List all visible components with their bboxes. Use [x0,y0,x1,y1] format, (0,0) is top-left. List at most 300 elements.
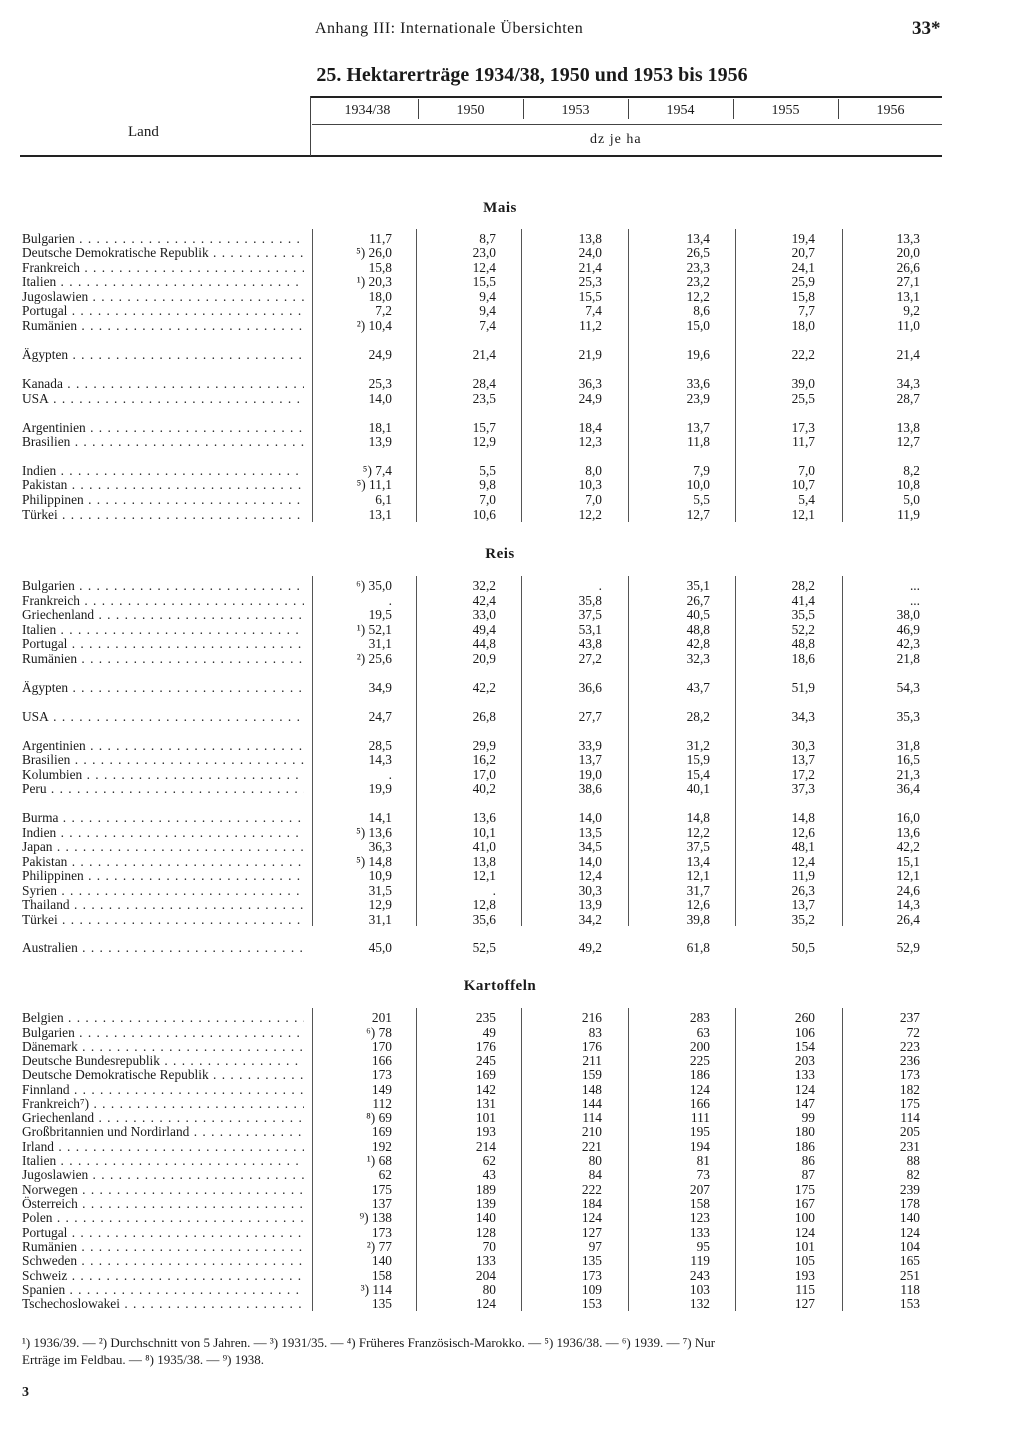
year-header-1934-38: 1934/38 [344,103,391,118]
yield-value: 13,7 [791,752,815,767]
yield-value: 173 [899,1067,920,1082]
yield-value: 192 [371,1139,392,1154]
yield-value: 26,7 [686,593,710,608]
yield-value: 14,0 [578,810,602,825]
table-row [0,1167,1024,1182]
yield-value: 7,7 [798,303,815,318]
country-name: Bulgarien . . . [22,231,304,246]
yield-value: 15,5 [578,289,602,304]
yield-value: 23,9 [686,391,710,406]
yield-value: 169 [475,1067,496,1082]
yield-value: 173 [371,1067,392,1082]
yield-value: 17,3 [791,420,815,435]
yield-value: 207 [689,1182,710,1197]
table-row [0,1153,1024,1168]
yield-value: 12,2 [686,289,710,304]
country-name: Belgien . . . [22,1010,304,1025]
yield-value: 11,2 [579,318,602,333]
table-row [0,1053,1024,1068]
yield-value: 169 [371,1124,392,1139]
yield-value: 175 [794,1182,815,1197]
yield-value: 12,1 [791,507,815,522]
yield-value: 10,1 [472,825,496,840]
country-name: Peru . . . [22,781,304,796]
yield-value: 7,4 [479,318,496,333]
yield-value: 48,8 [686,622,710,637]
year-header-1955: 1955 [771,103,800,118]
country-name: Philippinen . . . [22,492,304,507]
yield-value: 42,3 [896,636,920,651]
yield-value: 243 [689,1268,710,1283]
yield-value: 42,2 [472,680,496,695]
yield-value: 72 [906,1025,920,1040]
yield-value: 184 [581,1196,602,1211]
yield-value: 135 [581,1253,602,1268]
unit-label: dz je ha [590,132,642,147]
yield-value: 61,8 [686,940,710,955]
yield-value: 13,9 [578,897,602,912]
yield-value: ¹) 52,1 [356,622,392,637]
yield-value: 15,5 [472,274,496,289]
yield-value: 9,4 [479,289,496,304]
running-header [0,20,1024,44]
yield-value: 19,5 [368,607,392,622]
yield-value: 13,4 [686,231,710,246]
section-title: Reis [485,546,515,562]
yield-value: 11,7 [369,231,392,246]
table-row [0,622,1024,637]
yield-value: 34,3 [791,709,815,724]
yield-value: 39,0 [791,376,815,391]
country-name: Burma . . . [22,810,304,825]
yield-value: 23,0 [472,245,496,260]
yield-value: 13,7 [578,752,602,767]
yield-value: 12,2 [578,507,602,522]
yield-value: 239 [899,1182,920,1197]
yield-value: 124 [689,1082,710,1097]
yield-value: 231 [899,1139,920,1154]
yield-value: 12,1 [896,868,920,883]
yield-value: 44,8 [472,636,496,651]
yield-value: 225 [689,1053,710,1068]
yield-value: 95 [696,1239,710,1254]
yield-value: 221 [581,1139,602,1154]
header-bottom-rule [20,155,942,157]
country-name: Ägypten . . . [22,347,304,362]
country-name: Polen . . . [22,1210,304,1225]
yield-value: 124 [581,1210,602,1225]
yield-value: 28,7 [896,391,920,406]
yield-value: 13,9 [368,434,392,449]
yield-value: 111 [690,1110,710,1125]
yield-value: 30,3 [578,883,602,898]
country-name: Irland . . . [22,1139,304,1154]
yield-value: 29,9 [472,738,496,753]
year-header-1954: 1954 [666,103,695,118]
yield-value: ... [909,578,920,593]
yield-value: 36,3 [368,839,392,854]
table-row [0,578,1024,593]
yield-value: 159 [581,1067,602,1082]
section-title: Mais [483,200,517,216]
table-row [0,825,1024,840]
yield-value: 31,1 [368,636,392,651]
yield-value: 15,9 [686,752,710,767]
yield-value: 34,9 [368,680,392,695]
yield-value: 35,5 [791,607,815,622]
yield-value: 153 [899,1296,920,1311]
yield-value: 235 [475,1010,496,1025]
country-name: Tschechoslowakei . . . [22,1296,304,1311]
table-row [0,1067,1024,1082]
yield-value: 31,7 [686,883,710,898]
table-row [0,289,1024,304]
yield-value: 11,9 [897,507,920,522]
yield-value: 34,5 [578,839,602,854]
yield-value: 20,0 [896,245,920,260]
yield-value: 211 [582,1053,602,1068]
yield-value: 17,0 [472,767,496,782]
yield-value: 33,9 [578,738,602,753]
yield-value: 18,1 [368,420,392,435]
yield-value: 114 [900,1110,920,1125]
yield-value: 12,6 [791,825,815,840]
year-header-1950: 1950 [456,103,485,118]
yield-value: 21,4 [578,260,602,275]
table-row [0,492,1024,507]
table-row [0,651,1024,666]
yield-value: 24,1 [791,260,815,275]
country-name: Schweiz . . . [22,1268,304,1283]
yield-value: 19,9 [368,781,392,796]
yield-value: 21,8 [896,651,920,666]
running-title: Anhang III: Internationale Übersichten [315,20,584,37]
yield-value: 12,2 [686,825,710,840]
country-name: Brasilien . . . [22,434,304,449]
footnotes [22,1334,952,1368]
yield-value: 73 [696,1167,710,1182]
yield-value: 170 [371,1039,392,1054]
yield-value: 12,3 [578,434,602,449]
table-row [0,1096,1024,1111]
country-name: Philippinen . . . [22,868,304,883]
yield-value: 9,2 [903,303,920,318]
country-name: USA . . . [22,391,304,406]
yield-value: 7,0 [585,492,602,507]
yield-value: 13,1 [368,507,392,522]
yield-value: 37,3 [791,781,815,796]
yield-value: 43,8 [578,636,602,651]
country-name: Spanien . . . [22,1282,304,1297]
yield-value: 33,0 [472,607,496,622]
yield-value: 140 [899,1210,920,1225]
yield-value: 13,6 [472,810,496,825]
yield-value: 7,4 [585,303,602,318]
yield-value: 153 [581,1296,602,1311]
yield-value: 18,0 [368,289,392,304]
yield-value: 28,2 [686,709,710,724]
yield-value: 28,2 [791,578,815,593]
yield-value: 38,0 [896,607,920,622]
page-number: 33* [912,18,941,39]
yield-value: 204 [475,1268,496,1283]
yield-value: 7,2 [375,303,392,318]
table-row [0,738,1024,753]
yield-value: 5,5 [693,492,710,507]
yield-value: 31,2 [686,738,710,753]
country-name: Kolumbien . . . [22,767,304,782]
yield-value: 97 [588,1239,602,1254]
yield-value: 16,2 [472,752,496,767]
yield-value: 10,7 [791,477,815,492]
yield-value: 48,8 [791,636,815,651]
land-column-separator [310,96,311,156]
yield-value: 14,3 [896,897,920,912]
table-row [0,897,1024,912]
yield-value: 158 [371,1268,392,1283]
yield-value: 21,4 [896,347,920,362]
yield-value: 31,1 [368,912,392,927]
yield-value: 175 [371,1182,392,1197]
yield-value: 62 [378,1167,392,1182]
yield-value: 14,8 [686,810,710,825]
yield-value: 13,3 [896,231,920,246]
country-name: Dänemark . . . [22,1039,304,1054]
yield-value: 101 [794,1239,815,1254]
yield-value: 124 [899,1225,920,1240]
yield-value: 25,5 [791,391,815,406]
yield-value: 237 [899,1010,920,1025]
yield-value: 19,6 [686,347,710,362]
yield-value: ⁸) 69 [366,1110,392,1125]
yield-value: 13,8 [472,854,496,869]
yield-value: 167 [794,1196,815,1211]
yield-value: 193 [794,1268,815,1283]
yield-value: . [388,593,392,608]
yield-value: 10,6 [472,507,496,522]
yield-value: 260 [794,1010,815,1025]
country-name: Österreich . . . [22,1196,304,1211]
country-name: Bulgarien . . . [22,578,304,593]
yield-value: 5,0 [903,492,920,507]
footnote-line: Erträge im Feldbau. — ⁸) 1935/38. — ⁹) 1938. [22,1352,264,1367]
yield-value: 31,8 [896,738,920,753]
yield-value: 140 [475,1210,496,1225]
yield-value: . [598,578,602,593]
yield-value: 10,8 [896,477,920,492]
yield-value: 40,1 [686,781,710,796]
yield-value: 128 [475,1225,496,1240]
yield-value: 15,7 [472,420,496,435]
table-row [0,680,1024,695]
table-row [0,1039,1024,1054]
yield-value: 251 [899,1268,920,1283]
table-row [0,1025,1024,1040]
yield-value: 24,7 [368,709,392,724]
country-name: Bulgarien . . . [22,1025,304,1040]
yield-value: 182 [899,1082,920,1097]
yield-value: 166 [371,1053,392,1068]
yield-value: 11,0 [897,318,920,333]
yield-value: 49 [482,1025,496,1040]
yield-value: 139 [475,1196,496,1211]
yield-value: 148 [581,1082,602,1097]
table-row [0,434,1024,449]
yield-value: 142 [475,1082,496,1097]
table-row [0,810,1024,825]
table-row [0,1210,1024,1225]
yield-value: 176 [581,1039,602,1054]
table-row [0,1282,1024,1297]
yield-value: 45,0 [368,940,392,955]
yield-value: 137 [371,1196,392,1211]
footnote-line: ¹) 1936/39. — ²) Durchschnitt von 5 Jahren. — ³) 1931/35. — ⁴) Früheres Französisch-Marokko. — ⁵) 1936/38. — ⁶) 1939. — ⁷) Nur [22,1335,716,1350]
yield-value: 26,6 [896,260,920,275]
yield-value: 180 [794,1124,815,1139]
yield-value: 13,8 [896,420,920,435]
yield-value: 178 [899,1196,920,1211]
table-row [0,1082,1024,1097]
yield-value: 222 [581,1182,602,1197]
yield-value: 13,5 [578,825,602,840]
table-row [0,839,1024,854]
table-row [0,709,1024,724]
country-name: Japan . . . [22,839,304,854]
yield-value: ⁵) 14,8 [356,854,392,869]
yield-value: ¹) 68 [366,1153,392,1168]
yield-value: 24,0 [578,245,602,260]
yield-value: 186 [794,1139,815,1154]
yield-value: ²) 10,4 [356,318,392,333]
yield-value: 21,4 [472,347,496,362]
table-row [0,231,1024,246]
yield-value: 88 [906,1153,920,1168]
yield-value: 99 [801,1110,815,1125]
yield-value: 14,0 [578,854,602,869]
yield-value: ⁶) 35,0 [356,578,392,593]
table-row [0,1239,1024,1254]
country-name: USA . . . [22,709,304,724]
yield-value: 8,0 [585,463,602,478]
yield-value: 39,8 [686,912,710,927]
yield-value: 54,3 [896,680,920,695]
yield-value: 104 [899,1239,920,1254]
yield-value: 35,3 [896,709,920,724]
yield-value: 214 [475,1139,496,1154]
yield-value: 195 [689,1124,710,1139]
yield-value: 83 [588,1025,602,1040]
yield-value: 19,0 [578,767,602,782]
yield-value: 34,2 [578,912,602,927]
yield-value: 127 [581,1225,602,1240]
yield-value: 13,4 [686,854,710,869]
yield-value: 63 [696,1025,710,1040]
yield-value: 13,8 [578,231,602,246]
yield-value: 41,4 [791,593,815,608]
yield-value: 20,7 [791,245,815,260]
yield-value: 8,7 [479,231,496,246]
yield-value: 236 [899,1053,920,1068]
table-row [0,1268,1024,1283]
yield-value: 16,0 [896,810,920,825]
yield-value: 26,3 [791,883,815,898]
yield-value: 49,2 [578,940,602,955]
yield-value: 18,4 [578,420,602,435]
yield-value: 40,5 [686,607,710,622]
yield-value: 14,8 [791,810,815,825]
table-row [0,868,1024,883]
yield-value: 84 [588,1167,602,1182]
yield-value: 13,7 [791,897,815,912]
table-row [0,507,1024,522]
header-mid-rule [312,124,942,125]
yield-value: 18,6 [791,651,815,666]
yield-value: 144 [581,1096,602,1111]
yield-value: 105 [794,1253,815,1268]
yield-value: 36,6 [578,680,602,695]
yield-value: 70 [482,1239,496,1254]
yield-value: 24,9 [578,391,602,406]
table-row [0,607,1024,622]
country-name: Indien . . . [22,825,304,840]
yield-value: 33,6 [686,376,710,391]
yield-value: 25,3 [368,376,392,391]
yield-value: 186 [689,1067,710,1082]
country-name: Portugal . . . [22,303,304,318]
yield-value: 27,7 [578,709,602,724]
table-row [0,636,1024,651]
country-name: Deutsche Bundesrepublik . . . [22,1053,304,1068]
yield-value: 14,0 [368,391,392,406]
yield-value: 133 [475,1253,496,1268]
table-row [0,1225,1024,1240]
country-name: Frankreich . . . [22,593,304,608]
yield-value: 21,9 [578,347,602,362]
yield-value: ²) 25,6 [356,651,392,666]
yield-value: 9,4 [479,303,496,318]
yield-value: 210 [581,1124,602,1139]
yield-value: 12,8 [472,897,496,912]
year-header-1956: 1956 [876,103,905,118]
table-row [0,318,1024,333]
table-row [0,274,1024,289]
yield-value: 35,1 [686,578,710,593]
table-row [0,1253,1024,1268]
yield-value: 12,9 [368,897,392,912]
yield-value: 22,2 [791,347,815,362]
country-name: Thailand . . . [22,897,304,912]
yield-value: 15,1 [896,854,920,869]
table-row [0,303,1024,318]
yield-value: 50,5 [791,940,815,955]
yield-value: 118 [900,1282,920,1297]
yield-value: 49,4 [472,622,496,637]
yield-value: 114 [582,1110,602,1125]
yield-value: 14,3 [368,752,392,767]
yield-value: ... [909,593,920,608]
country-name: Kanada . . . [22,376,304,391]
yield-value: 140 [371,1253,392,1268]
yield-value: 53,1 [578,622,602,637]
yield-value: 176 [475,1039,496,1054]
yield-value: 135 [371,1296,392,1311]
yield-value: 43,7 [686,680,710,695]
yield-value: 42,8 [686,636,710,651]
header-top-rule [310,96,942,98]
yield-value: 48,1 [791,839,815,854]
yield-value: 37,5 [578,607,602,622]
yield-value: 43 [482,1167,496,1182]
